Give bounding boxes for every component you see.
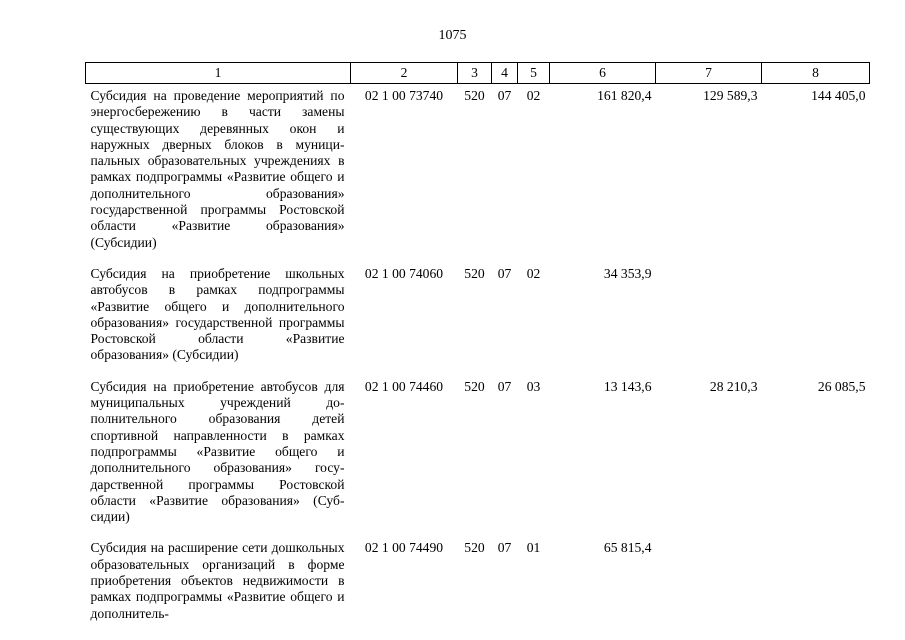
row-amount-1: 161 820,4 (597, 88, 652, 103)
row-subsection: 01 (526, 540, 541, 556)
column-header: 7 (656, 63, 762, 84)
row-target-code: 02 1 00 74060 (364, 265, 444, 281)
table-row (86, 536, 870, 632)
row-amount-1: 65 815,4 (603, 540, 652, 556)
row-amount-2: 129 589,3 (703, 88, 758, 103)
row-target-code: 02 1 00 74490 (364, 540, 444, 556)
row-amount-3 (762, 536, 870, 632)
table-row (86, 375, 870, 537)
column-header: 3 (458, 63, 492, 84)
row-description: Субсидия на расширение сети дошкольных образовательных организаций в форме приобретения объектов недвижимости в рамках подпрограммы «Развитие общего и дополнитель- (90, 540, 345, 621)
row-expense-type: 520 (464, 540, 485, 556)
table-header-row (86, 63, 870, 84)
row-target-code: 02 1 00 74460 (364, 378, 444, 394)
row-section: 07 (497, 88, 512, 103)
row-amount-2: 28 210,3 (709, 378, 758, 394)
row-subsection: 02 (526, 88, 541, 103)
row-expense-type: 520 (464, 88, 485, 103)
row-subsection: 02 (526, 265, 541, 281)
row-expense-type: 520 (464, 265, 485, 281)
row-amount-1: 13 143,6 (603, 378, 652, 394)
row-amount-2 (656, 536, 762, 632)
table-row (86, 84, 870, 262)
row-amount-1: 34 353,9 (603, 265, 652, 281)
page-number: 1075 (438, 28, 467, 43)
row-section: 07 (497, 540, 512, 556)
column-header: 5 (518, 63, 550, 84)
row-description: Субсидия на приобретение школьных автобусов в рамках подпрограммы «Развитие общего и дополнительного образования» государственной программы Ростовской области «Развитие образования» (Субсидии) (90, 265, 345, 363)
column-header: 1 (86, 63, 351, 84)
column-header: 2 (351, 63, 458, 84)
column-header: 8 (762, 63, 870, 84)
column-header: 4 (492, 63, 518, 84)
budget-table (85, 62, 870, 633)
row-amount-2 (656, 262, 762, 375)
row-target-code: 02 1 00 73740 (364, 88, 444, 103)
row-amount-3: 144 405,0 (811, 88, 866, 103)
table-row (86, 262, 870, 375)
row-amount-3: 26 085,5 (817, 378, 866, 394)
row-expense-type: 520 (464, 378, 485, 394)
row-section: 07 (497, 265, 512, 281)
row-section: 07 (497, 378, 512, 394)
row-description: Субсидия на проведение мероприятий по энергосбережению в части замены существующих деревянных окон и наружных дверных блоков в муниципальных образовательных учреждениях в рамках подпрограммы «Развитие общего и дополнительного образования» государственной программы Ростовской области «Развитие образования» (Субсидии) (90, 88, 345, 250)
row-subsection: 03 (526, 378, 541, 394)
row-amount-3 (762, 262, 870, 375)
column-header: 6 (550, 63, 656, 84)
row-description: Субсидия на приобретение автобусов для муниципальных учреждений дополнительного образования детей спортивной направленности в рамках подпрограммы «Развитие общего и дополнительного образования» государственной программы Ростовской области «Развитие образования» (Субсидии) (90, 378, 345, 525)
